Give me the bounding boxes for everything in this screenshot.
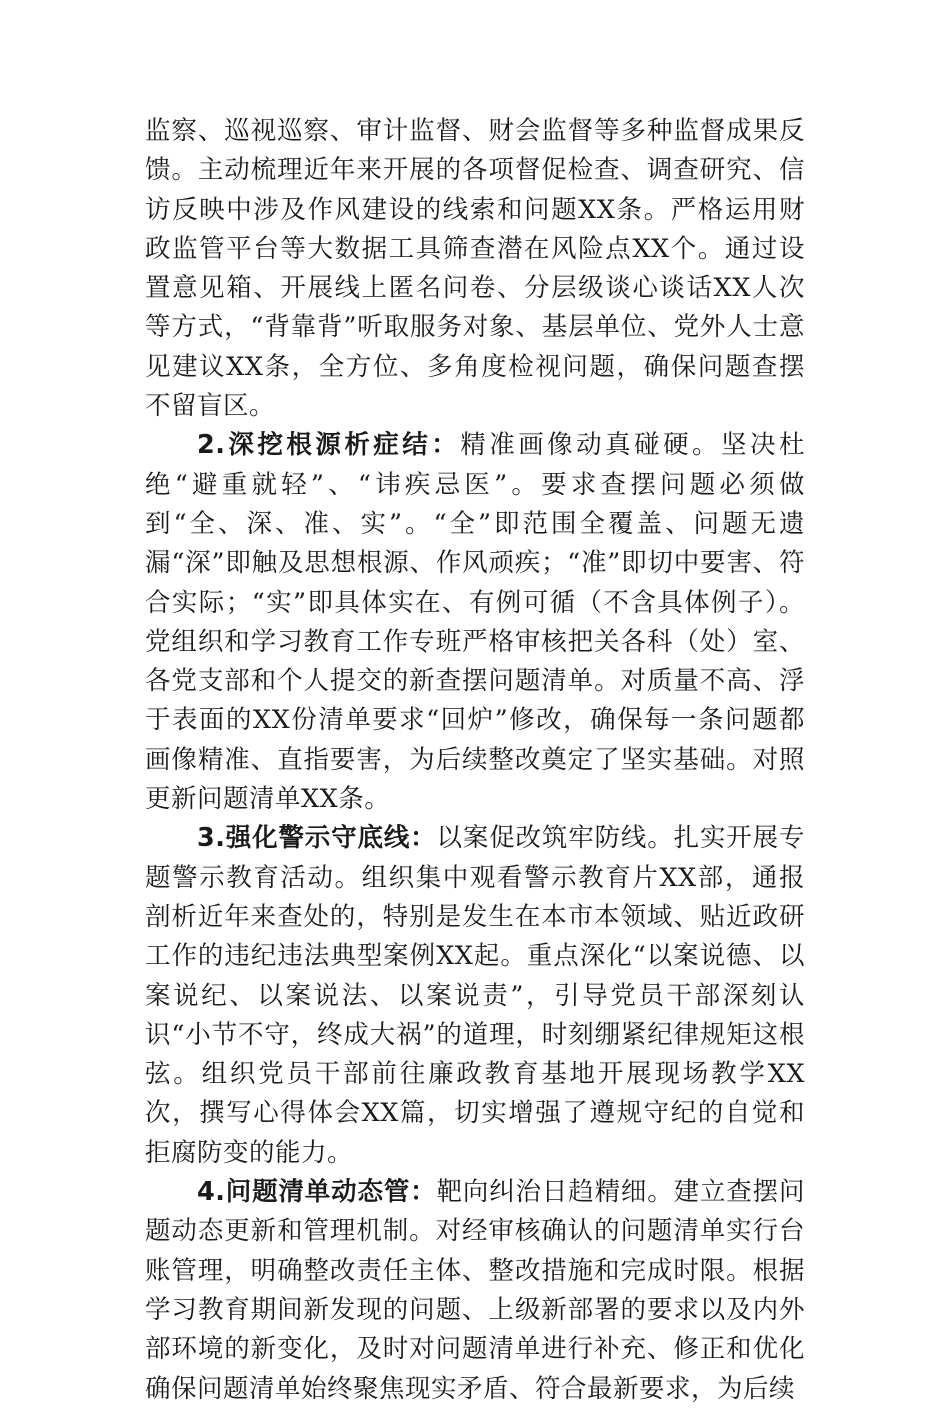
- paragraph-1-body: 监察、巡视巡察、审计监督、财会监督等多种监督成果反馈。主动梳理近年来开展的各项督促检查、调查研究、信访反映中涉及作风建设的线索和问题XX条。严格运用财政监管平台等大数据工具筛查潜在风险点XX个。通过设置意见箱、开展线上匿名问卷、分层级谈心谈话XX人次等方式，“背靠背”听取服务对象、基层单位、党外人士意见建议XX条，全方位、多角度检视问题，确保问题查摆不留盲区。: [145, 116, 805, 422]
- paragraph-2-heading: 2.深挖根源析症结：: [197, 430, 461, 461]
- paragraph-3: [145, 819, 805, 1173]
- paragraph-3-heading: 3.强化警示守底线：: [197, 823, 437, 854]
- document-page: [145, 112, 805, 1409]
- paragraph-2-body: 精准画像动真碰硬。坚决杜绝“避重就轻”、“讳疾忌医”。要求查摆问题必须做到“全、深、准、实”。“全”即范围全覆盖、问题无遗漏“深”即触及思想根源、作风顽疾；“准”即切中要害、符合实际；“实”即具体实在、有例可循（不含具体例子）。党组织和学习教育工作专班严格审核把关各科（处）室、各党支部和个人提交的新查摆问题清单。对质量不高、浮于表面的XX份清单要求“回炉”修改，确保每一条问题都画像精准、直指要害，为后续整改奠定了坚实基础。对照更新问题清单XX条。: [145, 430, 805, 815]
- paragraph-4: [145, 1173, 805, 1409]
- paragraph-3-body: 以案促改筑牢防线。扎实开展专题警示教育活动。组织集中观看警示教育片XX部，通报剖析近年来查处的，特别是发生在本市本领域、贴近政研工作的违纪违法典型案例XX起。重点深化“以案说德、以案说纪、以案说法、以案说责”，引导党员干部深刻认识“小节不守，终成大祸”的道理，时刻绷紧纪律规矩这根弦。组织党员干部前往廉政教育基地开展现场教学XX次，撰写心得体会XX篇，切实增强了遵规守纪的自觉和拒腐防变的能力。: [145, 823, 805, 1168]
- paragraph-2: [145, 426, 805, 819]
- paragraph-4-heading: 4.问题清单动态管：: [197, 1177, 437, 1208]
- paragraph-1: [145, 112, 805, 426]
- paragraph-4-body: 靶向纠治日趋精细。建立查摆问题动态更新和管理机制。对经审核确认的问题清单实行台账管理，明确整改责任主体、整改措施和完成时限。根据学习教育期间新发现的问题、上级新部署的要求以及内外部环境的新变化，及时对问题清单进行补充、修正和优化确保问题清单始终聚焦现实矛盾、符合最新要求，为后续: [145, 1177, 805, 1404]
